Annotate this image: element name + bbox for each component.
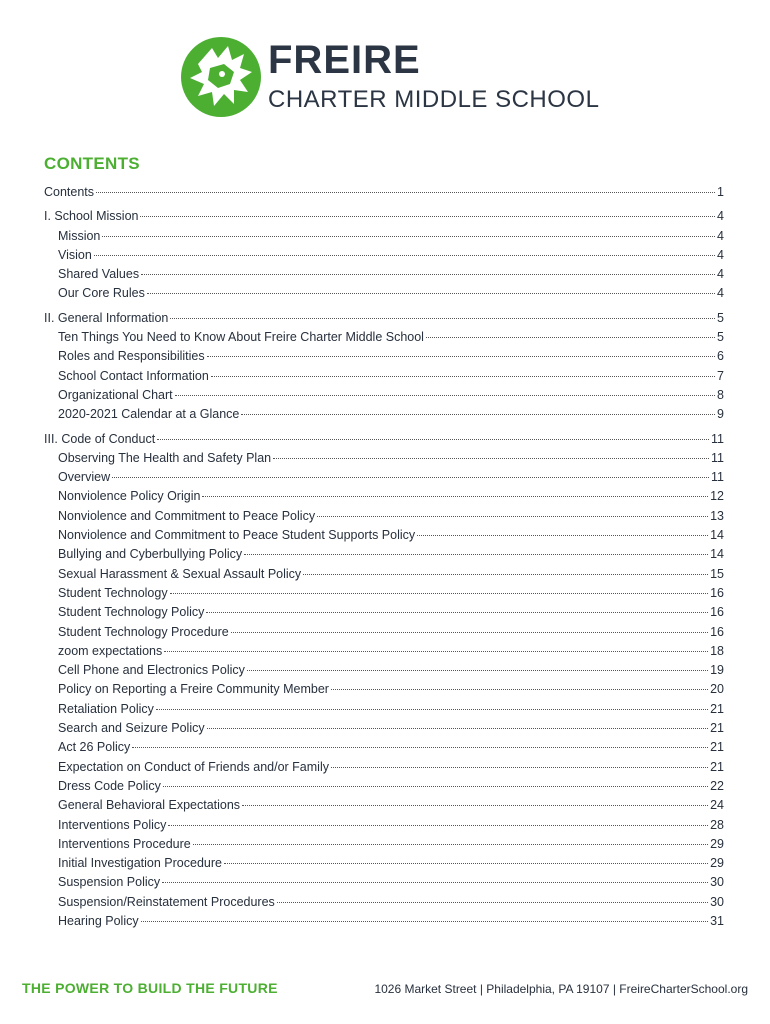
table-of-contents bbox=[44, 183, 724, 931]
dot-leader bbox=[157, 439, 709, 440]
toc-entry[interactable] bbox=[44, 680, 724, 699]
toc-entry-label: Bullying and Cyberbullying Policy bbox=[58, 547, 243, 562]
dot-leader bbox=[102, 236, 715, 237]
toc-entry-label: Shared Values bbox=[58, 267, 140, 282]
toc-entry-label: Dress Code Policy bbox=[58, 778, 161, 793]
toc-entry-label: Ten Things You Need to Know About Freire Charter Middle School bbox=[58, 330, 424, 345]
toc-entry-page: 22 bbox=[710, 778, 724, 793]
toc-entry[interactable] bbox=[44, 405, 724, 424]
toc-entry[interactable] bbox=[44, 246, 724, 265]
dot-leader bbox=[317, 516, 708, 517]
dot-leader bbox=[156, 709, 708, 710]
toc-entry[interactable] bbox=[44, 816, 724, 835]
toc-entry-page: 13 bbox=[710, 508, 724, 523]
toc-entry-page: 15 bbox=[710, 566, 724, 581]
toc-entry[interactable] bbox=[44, 309, 724, 328]
toc-entry-page: 11 bbox=[711, 470, 724, 485]
toc-entry[interactable] bbox=[44, 328, 724, 347]
dot-leader bbox=[168, 825, 708, 826]
toc-entry[interactable] bbox=[44, 758, 724, 777]
toc-entry-label: Hearing Policy bbox=[58, 913, 139, 928]
dot-leader bbox=[231, 632, 708, 633]
dot-leader bbox=[162, 882, 708, 883]
toc-entry-label: Initial Investigation Procedure bbox=[58, 856, 222, 871]
toc-entry-page: 5 bbox=[717, 330, 724, 345]
toc-entry-label: III. Code of Conduct bbox=[44, 431, 156, 446]
toc-entry-page: 29 bbox=[710, 836, 724, 851]
lion-head-icon bbox=[178, 34, 264, 120]
dot-leader bbox=[112, 477, 709, 478]
toc-entry-label: Overview bbox=[58, 470, 111, 485]
dot-leader bbox=[206, 612, 708, 613]
dot-leader bbox=[96, 192, 715, 193]
dot-leader bbox=[244, 554, 708, 555]
dot-leader bbox=[163, 786, 708, 787]
toc-entry-label: General Behavioral Expectations bbox=[58, 798, 241, 813]
dot-leader bbox=[202, 496, 708, 497]
toc-entry-label: 2020-2021 Calendar at a Glance bbox=[58, 407, 240, 422]
toc-entry-label: Our Core Rules bbox=[58, 286, 145, 301]
toc-entry-label: Student Technology Procedure bbox=[58, 624, 229, 639]
toc-entry[interactable] bbox=[44, 526, 724, 545]
footer-address: 1026 Market Street | Philadelphia, PA 19107 | FreireCharterSchool.org bbox=[374, 982, 748, 996]
toc-entry-page: 6 bbox=[717, 349, 724, 364]
toc-entry-page: 21 bbox=[710, 759, 724, 774]
dot-leader bbox=[170, 593, 709, 594]
toc-entry-label: Organizational Chart bbox=[58, 387, 173, 402]
toc-entry-page: 16 bbox=[710, 624, 724, 639]
toc-entry[interactable] bbox=[44, 430, 724, 449]
dot-leader bbox=[277, 902, 708, 903]
toc-entry[interactable] bbox=[44, 623, 724, 642]
dot-leader bbox=[141, 921, 709, 922]
brand-subtitle: CHARTER MIDDLE SCHOOL bbox=[268, 86, 600, 113]
toc-entry-page: 30 bbox=[710, 894, 724, 909]
brand-name: FREIRE bbox=[268, 38, 421, 82]
dot-leader bbox=[242, 805, 708, 806]
toc-entry-label: Suspension/Reinstatement Procedures bbox=[58, 894, 275, 909]
toc-entry-label: Sexual Harassment & Sexual Assault Policy bbox=[58, 566, 302, 581]
toc-entry-page: 8 bbox=[717, 387, 724, 402]
toc-entry[interactable] bbox=[44, 347, 724, 366]
toc-entry[interactable] bbox=[44, 777, 724, 796]
toc-entry[interactable] bbox=[44, 873, 724, 892]
toc-entry-page: 16 bbox=[710, 605, 724, 620]
toc-entry-label: Expectation on Conduct of Friends and/or Family bbox=[58, 759, 329, 774]
toc-entry-label: Contents bbox=[44, 185, 95, 199]
toc-entry[interactable] bbox=[44, 835, 724, 854]
toc-entry-label: Roles and Responsibilities bbox=[58, 349, 205, 364]
toc-entry-label: Suspension Policy bbox=[58, 875, 161, 890]
toc-entry-page: 5 bbox=[717, 310, 724, 325]
toc-entry-label: Nonviolence and Commitment to Peace Policy bbox=[58, 508, 316, 523]
toc-entry-label: Search and Seizure Policy bbox=[58, 721, 205, 736]
toc-entry-label: Student Technology Policy bbox=[58, 605, 205, 620]
toc-entry-label: I. School Mission bbox=[44, 209, 139, 224]
toc-entry[interactable] bbox=[44, 719, 724, 738]
toc-entry-label: Act 26 Policy bbox=[58, 740, 131, 755]
toc-entry-label: Policy on Reporting a Freire Community Member bbox=[58, 682, 329, 697]
toc-entry-page: 11 bbox=[711, 450, 724, 465]
toc-entry[interactable] bbox=[44, 565, 724, 584]
toc-entry[interactable] bbox=[44, 545, 724, 564]
toc-entry[interactable] bbox=[44, 507, 724, 526]
dot-leader bbox=[211, 376, 715, 377]
toc-entry[interactable] bbox=[44, 603, 724, 622]
dot-leader bbox=[224, 863, 708, 864]
dot-leader bbox=[147, 293, 715, 294]
toc-entry-page: 12 bbox=[710, 489, 724, 504]
toc-entry[interactable] bbox=[44, 468, 724, 487]
dot-leader bbox=[193, 844, 708, 845]
toc-entry-label: Vision bbox=[58, 247, 92, 262]
toc-entry-page: 24 bbox=[710, 798, 724, 813]
toc-entry-page: 29 bbox=[710, 856, 724, 871]
toc-entry[interactable] bbox=[44, 227, 724, 246]
dot-leader bbox=[303, 574, 708, 575]
toc-entry[interactable] bbox=[44, 642, 724, 661]
dot-leader bbox=[170, 318, 715, 319]
toc-entry[interactable] bbox=[44, 796, 724, 815]
dot-leader bbox=[164, 651, 708, 652]
toc-entry-page: 21 bbox=[710, 701, 724, 716]
dot-leader bbox=[417, 535, 708, 536]
toc-entry[interactable] bbox=[44, 700, 724, 719]
toc-entry-page: 4 bbox=[717, 267, 724, 282]
toc-entry-label: Interventions Policy bbox=[58, 817, 167, 832]
toc-entry-page: 14 bbox=[710, 547, 724, 562]
toc-entry[interactable] bbox=[44, 449, 724, 468]
toc-entry[interactable] bbox=[44, 584, 724, 603]
toc-entry-page: 7 bbox=[717, 368, 724, 383]
toc-entry-label: Student Technology bbox=[58, 585, 168, 600]
toc-entry-page: 20 bbox=[710, 682, 724, 697]
dot-leader bbox=[207, 356, 715, 357]
footer-tagline: THE POWER TO BUILD THE FUTURE bbox=[22, 980, 278, 996]
toc-entry-page: 4 bbox=[717, 228, 724, 243]
toc-entry-label: Cell Phone and Electronics Policy bbox=[58, 663, 245, 678]
toc-entry[interactable] bbox=[44, 183, 724, 202]
toc-entry-label: Nonviolence Policy Origin bbox=[58, 489, 201, 504]
toc-heading: CONTENTS bbox=[44, 154, 140, 173]
toc-entry-page: 4 bbox=[717, 247, 724, 262]
toc-entry[interactable] bbox=[44, 854, 724, 873]
dot-leader bbox=[331, 689, 708, 690]
dot-leader bbox=[247, 670, 708, 671]
toc-entry[interactable] bbox=[44, 386, 724, 405]
toc-entry-label: zoom expectations bbox=[58, 643, 163, 658]
toc-entry-page: 14 bbox=[710, 528, 724, 543]
toc-entry-page: 21 bbox=[710, 721, 724, 736]
toc-entry-page: 4 bbox=[717, 286, 724, 301]
toc-entry-label: II. General Information bbox=[44, 310, 169, 325]
dot-leader bbox=[94, 255, 715, 256]
toc-entry[interactable] bbox=[44, 738, 724, 757]
toc-entry-label: Interventions Procedure bbox=[58, 836, 191, 851]
toc-entry[interactable] bbox=[44, 284, 724, 303]
toc-entry-label: Nonviolence and Commitment to Peace Student Supports Policy bbox=[58, 528, 416, 543]
toc-entry-page: 16 bbox=[710, 585, 724, 600]
toc-entry-label: Mission bbox=[58, 228, 101, 243]
dot-leader bbox=[132, 747, 708, 748]
toc-entry-page: 9 bbox=[717, 407, 724, 422]
toc-entry-page: 18 bbox=[710, 643, 724, 658]
toc-entry-label: Observing The Health and Safety Plan bbox=[58, 450, 272, 465]
dot-leader bbox=[426, 337, 715, 338]
toc-entry-page: 19 bbox=[710, 663, 724, 678]
dot-leader bbox=[175, 395, 715, 396]
toc-entry-page: 1 bbox=[717, 185, 724, 199]
toc-entry[interactable] bbox=[44, 487, 724, 506]
toc-entry-page: 28 bbox=[710, 817, 724, 832]
toc-entry-page: 11 bbox=[711, 431, 724, 446]
toc-entry[interactable] bbox=[44, 912, 724, 931]
toc-entry[interactable] bbox=[44, 265, 724, 284]
toc-entry[interactable] bbox=[44, 893, 724, 912]
toc-entry-label: Retaliation Policy bbox=[58, 701, 154, 716]
toc-entry-page: 21 bbox=[710, 740, 724, 755]
toc-entry[interactable] bbox=[44, 367, 724, 386]
dot-leader bbox=[141, 274, 715, 275]
dot-leader bbox=[273, 458, 709, 459]
toc-entry[interactable] bbox=[44, 661, 724, 680]
dot-leader bbox=[207, 728, 708, 729]
toc-entry-page: 4 bbox=[717, 209, 724, 224]
toc-entry-label: School Contact Information bbox=[58, 368, 209, 383]
toc-entry-page: 30 bbox=[710, 875, 724, 890]
school-header bbox=[178, 34, 598, 120]
toc-entry-page: 31 bbox=[710, 913, 724, 928]
dot-leader bbox=[140, 216, 715, 217]
dot-leader bbox=[331, 767, 708, 768]
dot-leader bbox=[241, 414, 715, 415]
toc-entry[interactable] bbox=[44, 207, 724, 226]
